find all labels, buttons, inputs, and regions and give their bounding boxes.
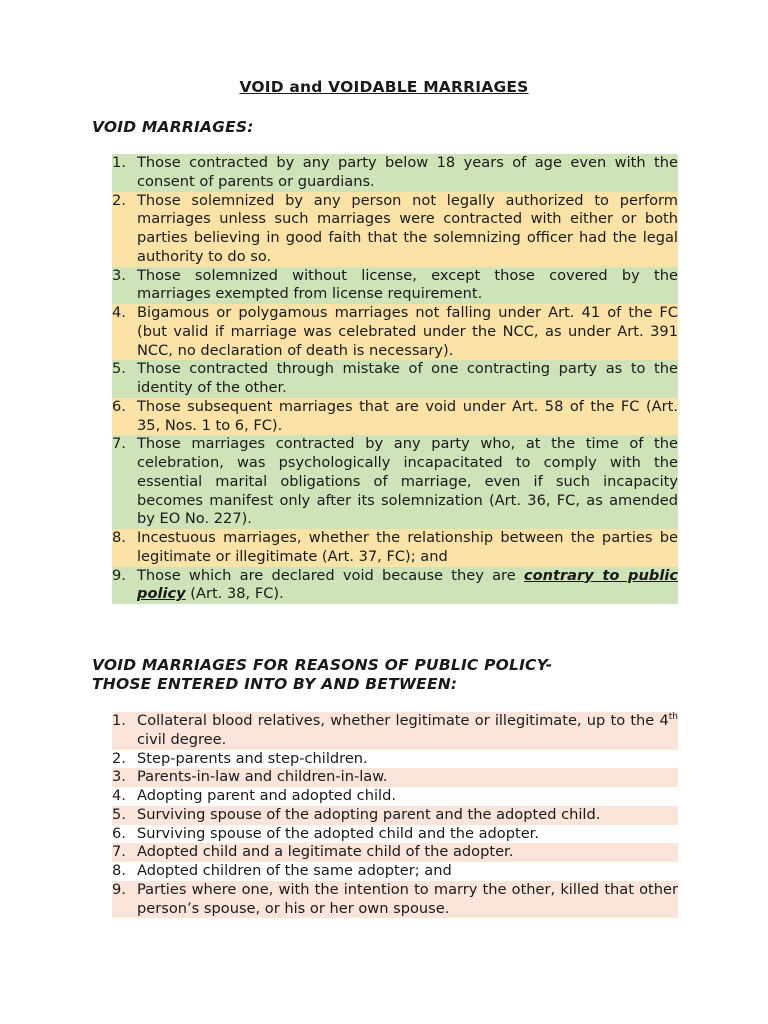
- list-item: [112, 529, 678, 567]
- list-item: [112, 712, 678, 750]
- item-text: [137, 712, 678, 750]
- item-text: Those solemnized without license, except those covered by the marriages exempted from license requirement.: [137, 266, 678, 303]
- item-number: 3.: [112, 266, 126, 284]
- item-number: 4.: [112, 787, 126, 804]
- item-text-before: Collateral blood relatives, whether legitimate or illegitimate, up to the 4: [137, 712, 669, 729]
- item-text: Incestuous marriages, whether the relationship between the parties be legitimate or illegitimate (Art. 37, FC); and: [137, 529, 678, 565]
- list-item: [112, 398, 678, 436]
- list-item: [112, 750, 678, 769]
- item-number: 6.: [112, 397, 126, 415]
- item-number: 7.: [112, 435, 126, 453]
- list-item: [112, 862, 678, 881]
- list-item: [112, 843, 678, 862]
- item-text: Those solemnized by any person not legally authorized to perform marriages unless such marriages were contracted with either or both parties believing in good faith that the solemnizing officer had the legal authority to do so.: [137, 191, 678, 265]
- item-text: Adopted children of the same adopter; and: [137, 862, 452, 879]
- item-number: 5.: [112, 805, 126, 823]
- void-marriages-list: [112, 154, 678, 604]
- list-item: [112, 267, 678, 305]
- item-text: [137, 567, 678, 605]
- heading-line-1: VOID MARRIAGES FOR REASONS OF PUBLIC POLICY-: [92, 656, 553, 674]
- list-item: [112, 360, 678, 398]
- page-title: VOID and VOIDABLE MARRIAGES: [239, 78, 529, 96]
- list-item: [112, 567, 678, 605]
- item-number: 2.: [112, 749, 126, 767]
- list-item: [112, 787, 678, 806]
- item-text: Those contracted through mistake of one contracting party as to the identity of the other.: [137, 360, 678, 396]
- item-text: Those subsequent marriages that are void under Art. 58 of the FC (Art. 35, Nos. 1 to 6, FC).: [137, 397, 678, 434]
- list-item: [112, 304, 678, 360]
- item-number: 6.: [112, 824, 126, 842]
- item-number: 8.: [112, 862, 126, 879]
- public-policy-emphasis: contrary to public policy: [137, 566, 678, 603]
- section-heading-void-marriages: VOID MARRIAGES:: [92, 118, 254, 136]
- list-item: [112, 435, 678, 529]
- item-number: 7.: [112, 843, 126, 861]
- item-text: Those contracted by any party below 18 years of age even with the consent of parents or guardians.: [137, 154, 678, 190]
- item-number: 8.: [112, 529, 126, 546]
- list-item: [112, 768, 678, 787]
- item-text: Surviving spouse of the adopting parent and the adopted child.: [137, 805, 601, 823]
- item-text-after: (Art. 38, FC).: [185, 585, 284, 603]
- item-text: Parties where one, with the intention to marry the other, killed that other person’s spouse, or his or her own spouse.: [137, 880, 678, 917]
- item-number: 1.: [112, 712, 126, 729]
- item-number: 3.: [112, 768, 126, 786]
- item-number: 9.: [112, 566, 126, 584]
- item-number: 2.: [112, 191, 126, 209]
- item-text: Adopting parent and adopted child.: [137, 787, 396, 804]
- list-item: [112, 154, 678, 192]
- heading-line-2: THOSE ENTERED INTO BY AND BETWEEN:: [92, 675, 458, 693]
- item-text: Bigamous or polygamous marriages not falling under Art. 41 of the FC (but valid if marriage was celebrated under the NCC, as under Art. 391 NCC, no declaration of death is necessary).: [137, 304, 678, 359]
- item-text: Surviving spouse of the adopted child and the adopter.: [137, 824, 539, 842]
- item-number: 9.: [112, 880, 126, 898]
- item-text: Step-parents and step-children.: [137, 749, 368, 767]
- ordinal-superscript: th: [668, 712, 678, 722]
- public-policy-list: [112, 712, 678, 918]
- item-text-before: Those which are declared void because they are: [137, 566, 524, 584]
- section-heading-public-policy: [92, 656, 552, 694]
- item-number: 1.: [112, 154, 126, 171]
- list-item: [112, 825, 678, 844]
- list-item: [112, 192, 678, 267]
- item-text-after: civil degree.: [137, 730, 227, 748]
- list-item: [112, 881, 678, 919]
- item-text: Adopted child and a legitimate child of the adopter.: [137, 843, 514, 861]
- item-number: 5.: [112, 360, 126, 378]
- item-number: 4.: [112, 304, 126, 321]
- list-item: [112, 806, 678, 825]
- item-text: Those marriages contracted by any party who, at the time of the celebration, was psychologically incapacitated to comply with the essential marital obligations of marriage, even if such incapacity becomes manifest only after its solemnization (Art. 36, FC, as amended by EO No. 227).: [137, 435, 678, 528]
- item-text: Parents-in-law and children-in-law.: [137, 768, 388, 786]
